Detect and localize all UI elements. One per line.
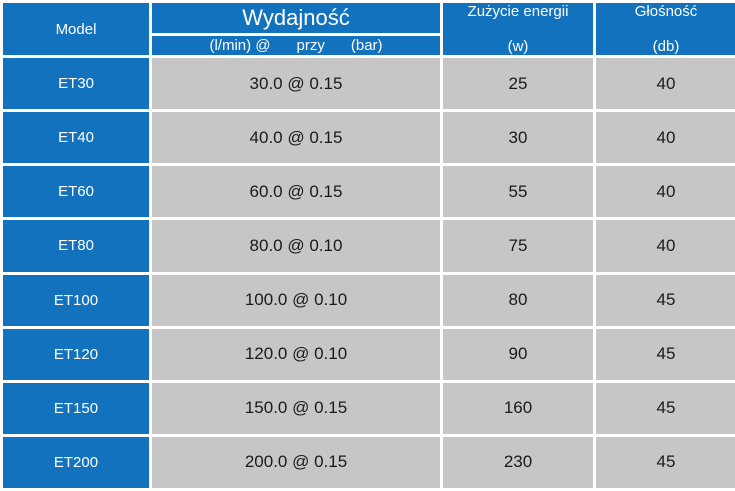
column-header-energy-unit: (w) [507,38,529,55]
cell-energy: 160 [443,383,593,434]
cell-energy: 230 [443,437,593,488]
cell-noise: 45 [596,437,735,488]
cell-performance: 200.0 @ 0.15 [152,437,440,488]
column-header-noise [596,3,735,55]
cell-model: ET80 [3,220,149,271]
table-body [3,58,735,488]
table-row [3,58,735,109]
cell-noise: 45 [596,383,735,434]
performance-unit-pressure: (bar) [350,36,383,54]
table-row [3,329,735,380]
table-row [3,437,735,488]
cell-model: ET120 [3,329,149,380]
column-header-noise-unit: (db) [652,38,680,55]
cell-model: ET100 [3,275,149,326]
table-row [3,275,735,326]
table-row [3,220,735,271]
table-header [3,3,735,55]
cell-performance: 60.0 @ 0.15 [152,166,440,217]
cell-performance: 120.0 @ 0.10 [152,329,440,380]
cell-model: ET60 [3,166,149,217]
cell-energy: 75 [443,220,593,271]
cell-noise: 40 [596,58,735,109]
cell-performance: 40.0 @ 0.15 [152,112,440,163]
cell-performance: 150.0 @ 0.15 [152,383,440,434]
cell-energy: 90 [443,329,593,380]
column-header-energy [443,3,593,55]
cell-performance: 30.0 @ 0.15 [152,58,440,109]
cell-noise: 45 [596,329,735,380]
table-row [3,383,735,434]
cell-model: ET40 [3,112,149,163]
table-row [3,112,735,163]
column-header-noise-label: Głośność [634,3,698,20]
performance-unit-at: przy [296,36,325,54]
header-row-primary [3,3,735,33]
cell-energy: 30 [443,112,593,163]
performance-unit-flow: (l/min) @ [209,36,271,54]
cell-model: ET200 [3,437,149,488]
cell-performance: 100.0 @ 0.10 [152,275,440,326]
cell-noise: 40 [596,166,735,217]
column-header-performance: Wydajność [152,3,440,33]
cell-noise: 40 [596,220,735,271]
cell-model: ET150 [3,383,149,434]
table-row [3,166,735,217]
column-header-model: Model [3,3,149,55]
cell-performance: 80.0 @ 0.10 [152,220,440,271]
cell-noise: 45 [596,275,735,326]
cell-energy: 25 [443,58,593,109]
column-header-performance-units [152,36,440,55]
column-header-energy-label: Zużycie energii [467,3,569,20]
cell-noise: 40 [596,112,735,163]
cell-model: ET30 [3,58,149,109]
cell-energy: 80 [443,275,593,326]
cell-energy: 55 [443,166,593,217]
